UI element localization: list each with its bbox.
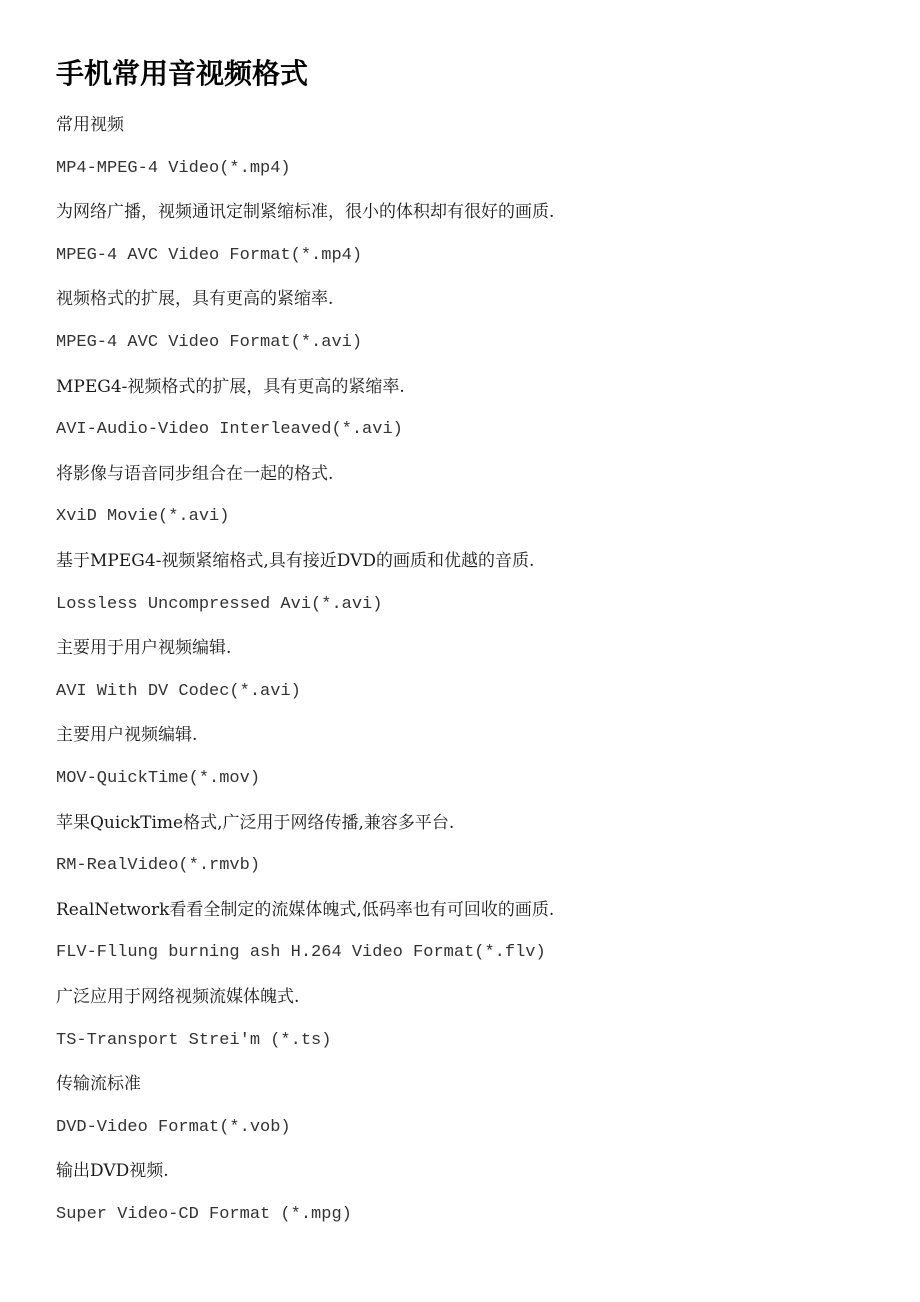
format-name-line: Lossless Uncompressed Avi(*.avi) — [56, 594, 383, 614]
format-name-line: AVI-Audio-Video Interleaved(*.avi) — [56, 420, 403, 440]
format-name-line: MPEG-4 AVC Video Format(*.avi) — [56, 333, 363, 352]
document-title: 手机常用音视频格式 — [56, 57, 309, 90]
format-name-line: RM-RealVideo(*.rmvb) — [56, 856, 261, 876]
format-name-line: Super Video-CD Format (*.mpg) — [56, 1205, 352, 1224]
format-description-line: 输出DVD视频. — [56, 1161, 169, 1182]
format-name-line: FLV-Fllung burning ash H.264 Video Format(*.flv) — [56, 943, 546, 963]
format-name-line: AVI With DV Codec(*.avi) — [56, 681, 301, 701]
format-description-line: 基于MPEG4-视频紧缩格式,具有接近DVD的画质和优越的音质. — [56, 551, 535, 571]
format-description-line: 将影像与语音同步组合在一起的格式. — [56, 463, 334, 484]
format-description-line: 视频格式的扩展，具有更高的紧缩率. — [56, 289, 334, 310]
format-description-line: 为网络广播，视频通讯定制紧缩标准，很小的体积却有很好的画质. — [56, 202, 555, 223]
format-name-line: MOV-QuickTime(*.mov) — [56, 769, 261, 788]
format-name-line: XviD Movie(*.avi) — [56, 507, 230, 527]
format-name-line: DVD-Video Format(*.vob) — [56, 1117, 291, 1137]
format-description-line: 苹果QuickTime格式,广泛用于网络传播,兼容多平台. — [56, 812, 455, 833]
format-name-line: TS-Transport Strei'm (*.ts) — [56, 1030, 332, 1050]
format-description-line: 常用视频 — [56, 115, 124, 135]
format-name-line: MP4-MPEG-4 Video(*.mp4) — [56, 158, 291, 178]
format-description-line: 传输流标准 — [56, 1074, 141, 1095]
format-description-line: 广泛应用于网络视频流媒体魄式. — [56, 987, 300, 1007]
format-description-line: MPEG4-视频格式的扩展，具有更高的紧缩率. — [56, 376, 405, 397]
format-description-line: 主要用于用户视频编辑. — [56, 638, 232, 659]
format-description-line: RealNetwork看看全制定的流媒体魄式,低码率也有可回收的画质. — [56, 899, 555, 920]
format-description-line: 主要用户视频编辑. — [56, 725, 198, 746]
format-name-line: MPEG-4 AVC Video Format(*.mp4) — [56, 245, 363, 265]
